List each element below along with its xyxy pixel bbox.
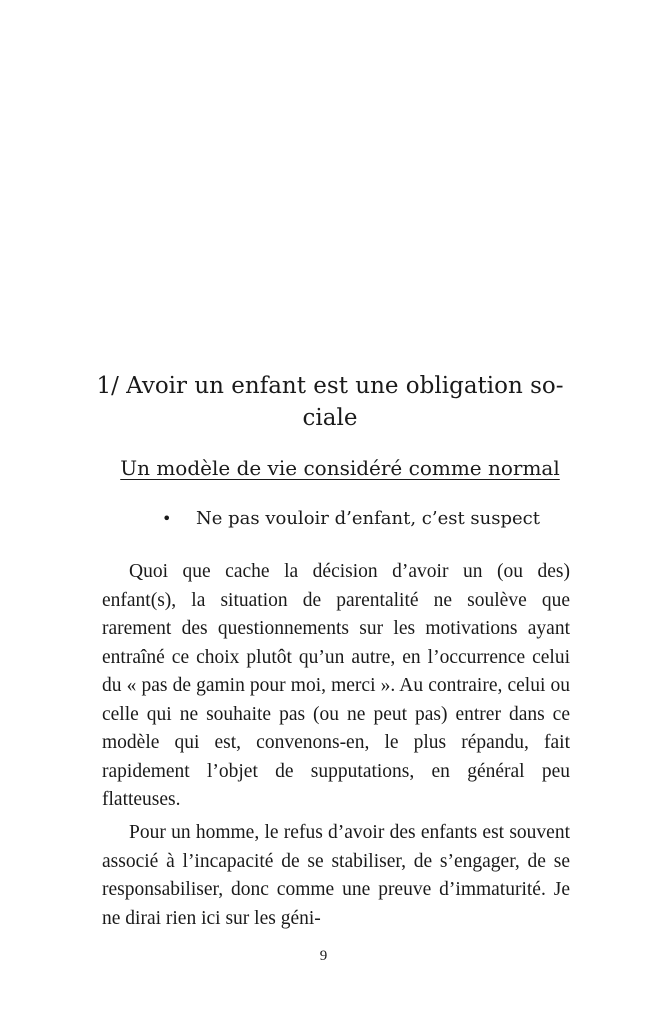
bullet-text: Ne pas vouloir d’enfant, c’est suspect xyxy=(196,508,540,529)
chapter-title-line-2: ciale xyxy=(302,405,358,431)
paragraph-1: Quoi que cache la décision d’avoir un (ou des) enfant(s), la situation de parentalité ne soulève que rarement des questionnements sur les motivations ayant entraîné ce choix plutôt qu’un autre, en l’occurrence celui du « pas de gamin pour moi, merci ». Au contraire, celui ou celle qui ne souhaite pas (ou ne peut pas) entrer dans ce modèle qui est, convenons-en, le plus répandu, fait rapidement l’objet de supputations, en général peu flatteuses. xyxy=(102,561,570,810)
chapter-title xyxy=(90,370,570,434)
bullet-item xyxy=(162,505,540,533)
bullet-icon: • xyxy=(162,509,172,528)
section-title: Un modèle de vie considéré comme normal xyxy=(120,456,560,480)
chapter-title-line-1: 1/ Avoir un enfant est une obligation so- xyxy=(96,373,564,399)
paragraph-2: Pour un homme, le refus d’avoir des enfants est souvent associé à l’incapacité de se stabiliser, de s’engager, de se responsabiliser, donc comme une preuve d’immaturité. Je ne dirai rien ici sur les géni- xyxy=(102,822,570,929)
page-number: 9 xyxy=(319,948,328,964)
